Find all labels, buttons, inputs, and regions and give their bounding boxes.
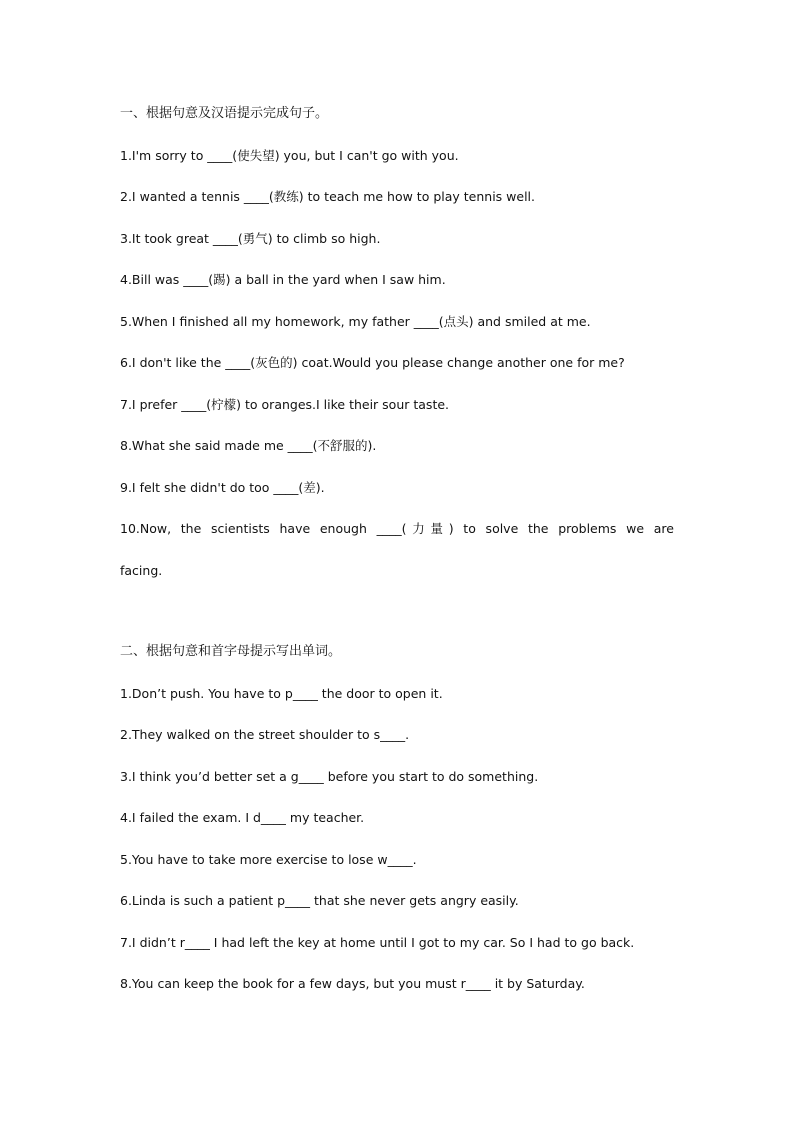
section1-item-9: 9.I felt she didn't do too ____(差). <box>120 479 325 495</box>
section1-item-10 <box>120 519 674 581</box>
section2-title: 二、根据句意和首字母提示写出单词。 <box>120 644 342 659</box>
section2-item-2: 2.They walked on the street shoulder to s____. <box>120 727 410 742</box>
section1-item-6: 6.I don't like the ____(灰色的) coat.Would you please change another one for me? <box>120 355 625 370</box>
section2-item-5: 5.You have to take more exercise to lose w____. <box>120 851 417 867</box>
section1-item-5: 5.When I finished all my homework, my father ____(点头) and smiled at me. <box>120 313 591 329</box>
section1-item-10-line-1: 10.Now, the scientists have enough ____(力量) to solve the problems we are <box>120 521 674 536</box>
section1-item-7: 7.I prefer ____(柠檬) to oranges.I like their sour taste. <box>120 396 450 412</box>
section2-item-6: 6.Linda is such a patient p____ that she never gets angry easily. <box>120 893 519 908</box>
section1-item-10-line-2: facing. <box>120 562 163 578</box>
section2-item-3: 3.I think you’d better set a g____ before you start to do something. <box>120 768 539 784</box>
section1-item-2: 2.I wanted a tennis ____(教练) to teach me how to play tennis well. <box>120 189 535 204</box>
section2-item-8: 8.You can keep the book for a few days, but you must r____ it by Saturday. <box>120 976 585 991</box>
section1-item-4: 4.Bill was ____(踢) a ball in the yard when I saw him. <box>120 272 446 287</box>
section2-item-7: 7.I didn’t r____ I had left the key at home until I got to my car. So I had to go back. <box>120 934 635 950</box>
section1-item-8: 8.What she said made me ____(不舒服的). <box>120 438 377 453</box>
worksheet-content <box>120 104 674 1016</box>
section1-item-3: 3.It took great ____(勇气) to climb so high. <box>120 230 381 246</box>
section1-title: 一、根据句意及汉语提示完成句子。 <box>120 106 329 121</box>
section2-item-1: 1.Don’t push. You have to p____ the door to open it. <box>120 685 443 701</box>
section-divider-space <box>120 602 674 642</box>
section2-item-4: 4.I failed the exam. I d____ my teacher. <box>120 810 365 825</box>
section1-item-1: 1.I'm sorry to ____(使失望) you, but I can't go with you. <box>120 147 459 163</box>
